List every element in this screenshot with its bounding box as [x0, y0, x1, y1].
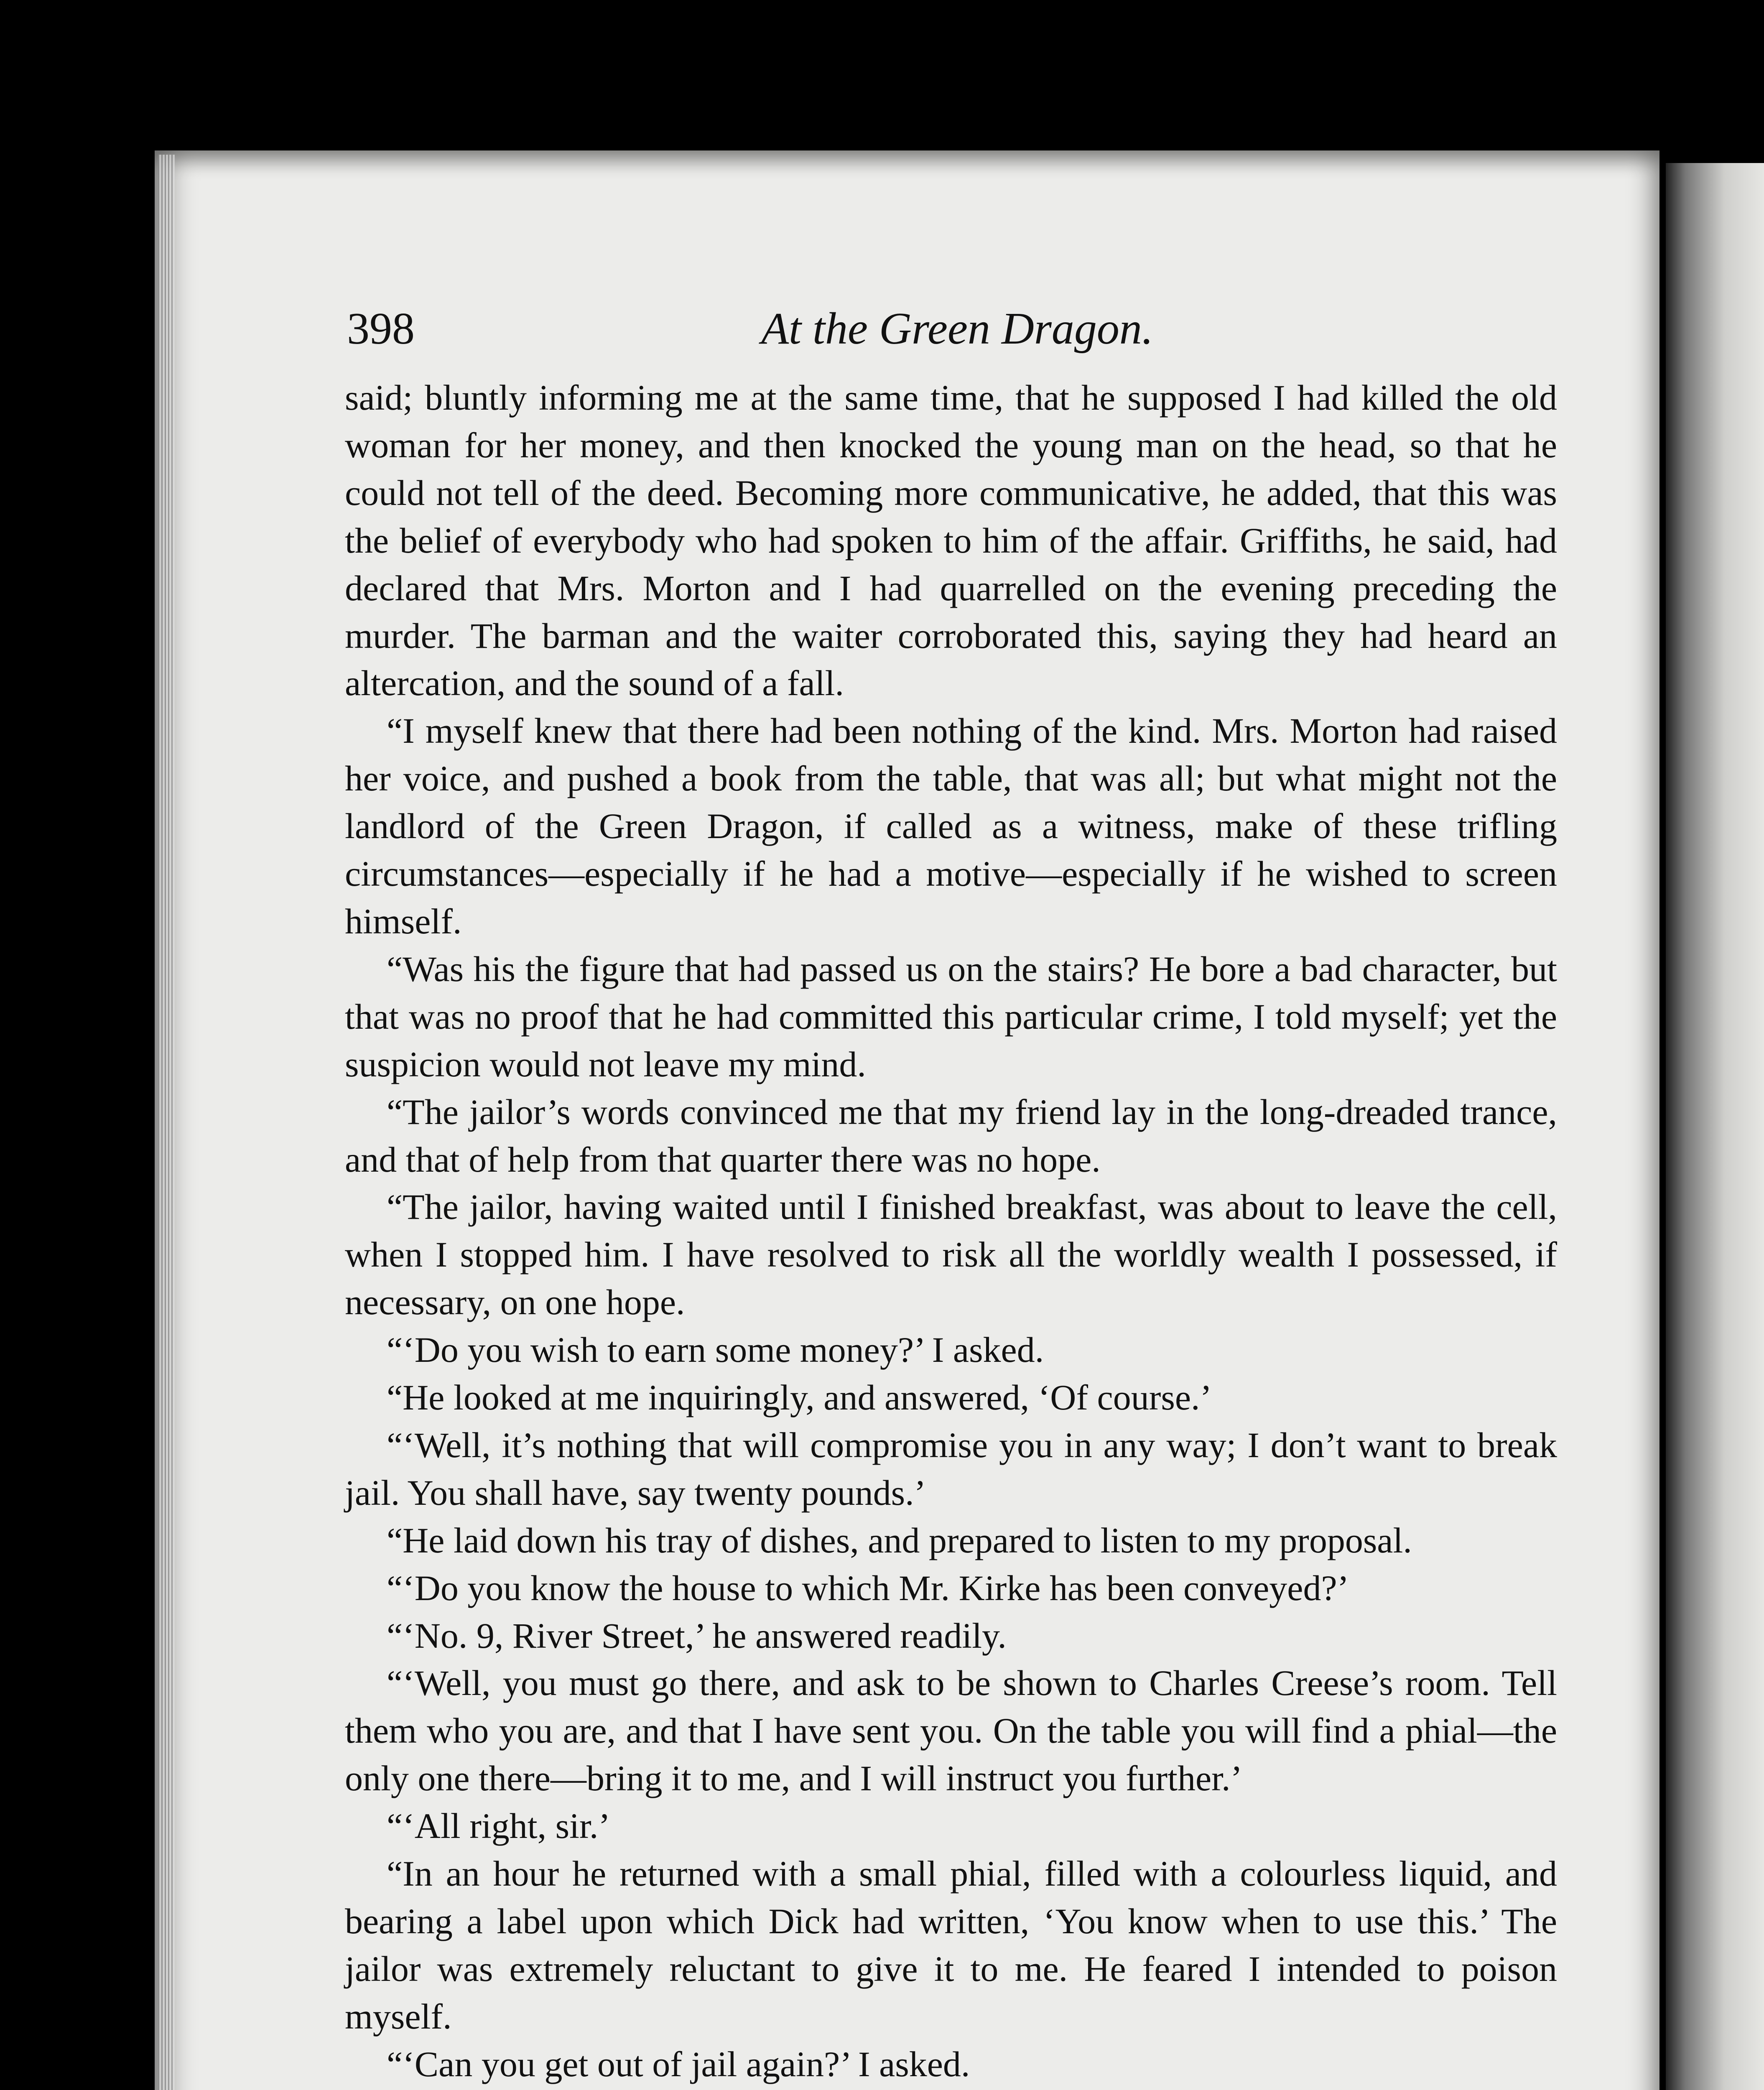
paragraph: “‘Can you get out of jail again?’ I asked.: [387, 2044, 970, 2084]
paragraph: “I myself knew that there had been nothing of the kind. Mrs. Morton had raised her voice, and pushed a book from the table, that was all; but what might not the landlord of the Green Dragon, if called as a witness, make of these trifling circumstances—especially if he had a motive—especially if he wished to screen himself.: [345, 711, 1557, 941]
adjacent-page-edge: [1666, 163, 1764, 2090]
paragraph: “The jailor’s words convinced me that my friend lay in the long-dreaded trance, and that of help from that quarter there was no hope.: [345, 1091, 1557, 1180]
page-header: [347, 303, 1568, 353]
paragraph: “‘All right, sir.’: [387, 1806, 611, 1846]
paragraph: “Was his the figure that had passed us on the stairs? He bore a bad character, but that was no proof that he had committed this particular crime, I told myself; yet the suspicion would not leave my mind.: [345, 948, 1557, 1084]
paragraph: “‘Do you know the house to which Mr. Kirke has been conveyed?’: [387, 1568, 1349, 1608]
body-text: [345, 374, 1557, 2090]
paragraph: “‘Well, you must go there, and ask to be shown to Charles Creese’s room. Tell them who you are, and that I have sent you. On the table you will find a phial—the only one there—bring it to me, and I will instruct you further.’: [345, 1663, 1557, 1799]
paragraph: “‘Do you wish to earn some money?’ I asked.: [387, 1330, 1044, 1370]
paragraph: “‘Well, it’s nothing that will compromise you in any way; I don’t want to break jail. You shall have, say twenty pounds.’: [345, 1425, 1557, 1513]
paragraph: “The jailor, having waited until I finished breakfast, was about to leave the cell, when I stopped him. I have resolved to risk all the worldly wealth I possessed, if necessary, on one hope.: [345, 1187, 1557, 1323]
paragraph: [345, 2088, 1557, 2090]
paragraph: said; bluntly informing me at the same time, that he supposed I had killed the old woman for her money, and then knocked the young man on the head, so that he could not tell of the deed. Becoming more communicative, he added, that this was the belief of everybody who had spoken to him of the affair. Griffiths, he said, had declared that Mrs. Morton and I had quarrelled on the evening preceding the murder. The barman and the waiter corroborated this, saying they had heard an altercation, and the sound of a fall.: [345, 377, 1557, 703]
page-gutter: [158, 155, 175, 2090]
paragraph: “In an hour he returned with a small phial, filled with a colourless liquid, and bearing a label upon which Dick had written, ‘You know when to use this.’ The jailor was extremely reluctant to give it to me. He feared I intended to poison myself.: [345, 1853, 1557, 2036]
paragraph: “He laid down his tray of dishes, and prepared to listen to my proposal.: [387, 1520, 1412, 1560]
paragraph: “He looked at me inquiringly, and answered, ‘Of course.’: [387, 1377, 1212, 1418]
paragraph: “‘No. 9, River Street,’ he answered readily.: [387, 1615, 1007, 1656]
page-number: 398: [347, 304, 415, 354]
running-title: At the Green Dragon.: [761, 304, 1153, 354]
